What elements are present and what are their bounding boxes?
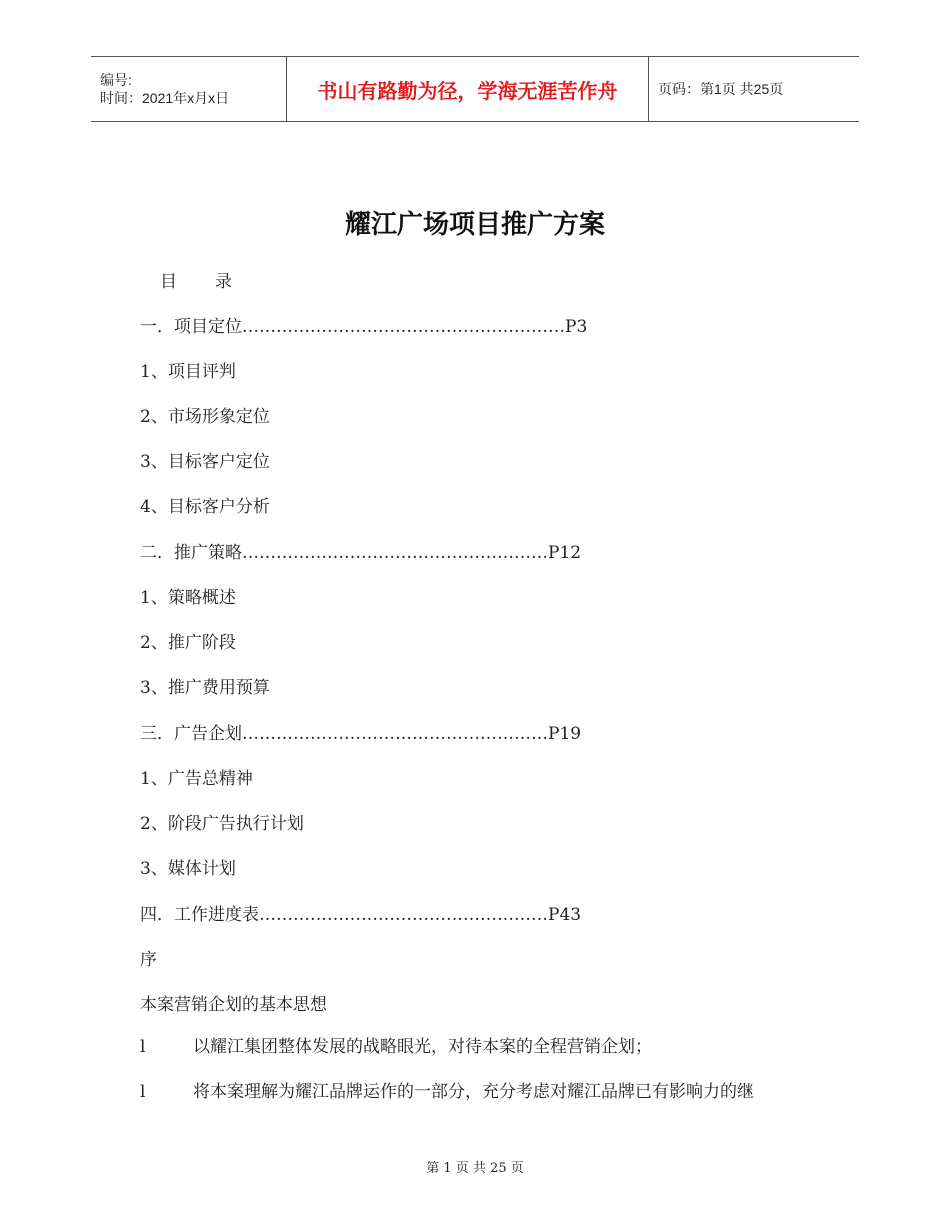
- toc-entry: 1、策略概述: [140, 588, 236, 608]
- header-page-info: [649, 57, 859, 121]
- section-heading: 本案营销企划的基本思想: [140, 995, 327, 1015]
- bullet-text: 将本案理解为耀江品牌运作的一部分，充分考虑对耀江品牌已有影响力的继: [193, 1082, 754, 1102]
- toc-entry: 2、推广阶段: [140, 633, 236, 653]
- page-info-text: 页码：第1页 共25页: [658, 81, 784, 97]
- document-date: 时间：2021年x月x日: [100, 90, 230, 106]
- toc-entry: 4、目标客户分析: [140, 497, 270, 517]
- toc-entry: 二．推广策略………………………………………………P12: [140, 543, 582, 563]
- header-motto: [287, 57, 649, 121]
- toc-entry: 四．工作进度表……………………………………………P43: [140, 905, 582, 925]
- bullet-marker: l: [140, 1082, 146, 1102]
- toc-entry: 一．项目定位…………………………………………………P3: [140, 317, 588, 337]
- toc-entry: 3、媒体计划: [140, 859, 236, 879]
- toc-entry: 2、阶段广告执行计划: [140, 814, 304, 834]
- bullet-marker: l: [140, 1037, 146, 1057]
- toc-heading-left: 目: [160, 272, 177, 292]
- page-footer: 第 1 页 共 25 页: [426, 1161, 524, 1176]
- document-number-label: 编号:: [100, 72, 132, 88]
- toc-entry: 1、广告总精神: [140, 769, 253, 789]
- toc-entry: 2、市场形象定位: [140, 407, 270, 427]
- toc-entry: 三．广告企划………………………………………………P19: [140, 724, 582, 744]
- bullet-text: 以耀江集团整体发展的战略眼光，对待本案的全程营销企划；: [193, 1037, 652, 1057]
- toc-entry: 1、项目评判: [140, 362, 236, 382]
- page-header: [91, 56, 859, 122]
- toc-heading: [160, 271, 232, 293]
- document-title: 耀江广场项目推广方案: [344, 210, 605, 240]
- toc-entry: 3、推广费用预算: [140, 678, 270, 698]
- preface-heading: 序: [140, 950, 157, 970]
- toc-heading-right: 录: [215, 272, 232, 292]
- toc-entry: 3、目标客户定位: [140, 452, 270, 472]
- motto-text: 书山有路勤为径，学海无涯苦作舟: [317, 78, 618, 103]
- header-meta: [91, 57, 287, 121]
